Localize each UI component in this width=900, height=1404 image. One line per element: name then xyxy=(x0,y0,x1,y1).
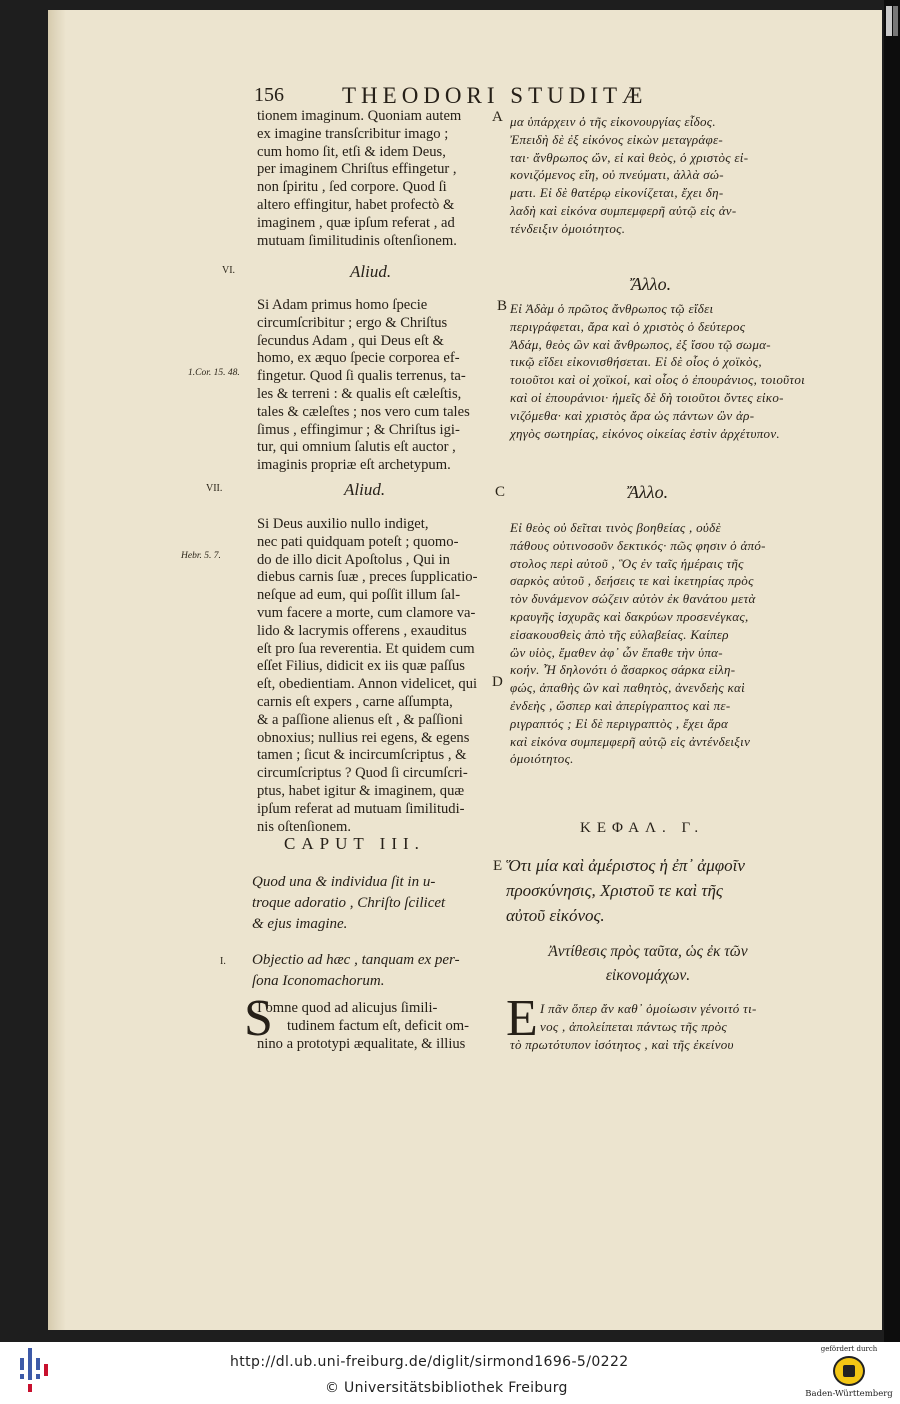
text-line: cum homo ſit, etſi & idem Deus, xyxy=(257,143,446,160)
text-line: χηγὸς σωτηρίας, εἰκόνος οἰκείας ἐστὶν ἀρχέτυπον. xyxy=(510,425,780,441)
text-line: neſque ad eum, qui poſſit illum ſal- xyxy=(257,587,461,604)
text-line: nec pati quidquam poteſt ; quomo- xyxy=(257,533,459,550)
text-line: ex imagine transſcribitur imago ; xyxy=(257,125,449,142)
library-logo-icon[interactable] xyxy=(20,1348,50,1400)
text-line: ριγραπτός ; Εἰ δὲ περιγραπτὸς , ἔχει ἄρα xyxy=(510,715,729,731)
greek-column-7 xyxy=(510,519,802,768)
text-line: κοήν. Ἦ δηλονότι ὁ ἄσαρκος σάρκα εἰλη- xyxy=(510,662,736,678)
latin-column-6 xyxy=(257,297,489,475)
text-line: lido & lacrymis offerens , exauditus xyxy=(257,622,467,639)
text-line: homo, ex æquo ſpecie corporea ef- xyxy=(257,350,460,367)
text-line: Ὅτι μία καὶ ἀμέριστος ἡ ἐπ᾽ ἀμφοῖν xyxy=(506,856,745,875)
latin-heading-7: Aliud. xyxy=(344,480,386,499)
margin-letter-e: E xyxy=(493,858,503,874)
state-seal-icon xyxy=(833,1356,865,1386)
greek-objection xyxy=(500,940,796,988)
text-line: nis oſtenſionem. xyxy=(257,818,352,835)
greek-heading-6: Ἄλλο. xyxy=(631,274,672,294)
text-line: προσκύνησις, Χριστοῦ τε καὶ τῆς xyxy=(506,881,723,900)
text-line: & a paſſione alienus eſt , & paſſioni xyxy=(257,711,463,728)
text-line: imaginis propriæ eſt archetypum. xyxy=(257,457,451,474)
text-line: κραυγῆς ἰσχυρᾶς καὶ δακρύων προσενέγκας, xyxy=(510,608,749,624)
text-line: ὢν υἱὸς, ἔμαθεν ἀφ᾽ ὧν ἔπαθε τὴν ὑπα- xyxy=(510,644,723,660)
text-line: Ι πᾶν ὅπερ ἄν καθ᾽ ὁμοίωσιν γένοιτό τι- xyxy=(540,1001,757,1016)
greek-column-6 xyxy=(510,300,806,442)
text-line: ματι. Εἰ δὲ θατέρῳ εἰκονίζεται, ἔχει δη- xyxy=(510,185,724,201)
text-line: μα ὑπάρχειν ὁ τῆς εἰκονουργίας εἶδος. xyxy=(510,114,716,129)
greek-heading-7: Ἄλλο. xyxy=(628,482,669,502)
text-line: σαρκὸς αὐτοῦ , δεήσεις τε καὶ ἱκετηρίας πρὸς xyxy=(510,573,754,589)
text-line: do de illo dicit Apoſtolus , Qui in xyxy=(257,551,450,568)
text-line: nino a prototypi æqualitate, & illius xyxy=(257,1035,466,1052)
text-line: Quod una & individua ſit in u- xyxy=(252,874,436,890)
chapter-latin-title: CAPUT III. xyxy=(284,834,425,853)
text-line: εἰσακουσθεὶς ἀπὸ τῆς εὐλαβείας. Καίπερ xyxy=(510,626,729,642)
text-line: Εἰ Ἀδὰμ ὁ πρῶτος ἄνθρωπος τῷ εἴδει xyxy=(510,301,714,316)
text-line: αὐτοῦ εἰκόνος. xyxy=(506,906,605,925)
text-line: καὶ οἱ ἐπουράνιοι· ἡμεῖς δὲ δὴ τοιοῦτοι ὄντες εἰκο- xyxy=(510,389,784,405)
text-line: per imaginem Chriſtus effingetur , xyxy=(257,161,457,178)
text-line: eſt pro ſua reverentia. Et quidem cum xyxy=(257,640,475,657)
text-line: diebus carnis ſuæ , preces ſupplicatio- xyxy=(257,569,478,586)
text-line: τοιοῦτοι καὶ οἱ χοϊκοί, καὶ οἷος ὁ ἐπουράνιος, τοιοῦτοι xyxy=(510,372,806,388)
greek-final-paragraph xyxy=(510,1000,802,1053)
page-number: 156 xyxy=(254,84,284,106)
text-line: mutuam ſimilitudinis oſtenſionem. xyxy=(257,232,457,249)
text-line: Objectio ad hæc , tanquam ex per- xyxy=(252,952,460,968)
margin-ref-hebr: Hebr. 5. 7. xyxy=(181,551,221,561)
margin-letter-d: D xyxy=(492,674,503,690)
greek-column-top xyxy=(510,113,802,238)
text-line: ſecundus Adam , qui Deus eſt & xyxy=(257,332,444,349)
text-line: tudinem factum eſt, deficit om- xyxy=(287,1017,469,1034)
text-line: ipſum referat ad mutuam ſimilitudi- xyxy=(257,800,465,817)
text-line: altero effingitur, habet profectò & xyxy=(257,196,455,213)
sponsor-badge[interactable] xyxy=(800,1345,898,1403)
text-line: fingetur. Quod ſi qualis terrenus, ta- xyxy=(257,368,466,385)
text-line: φώς, ἀπαθὴς ὢν καὶ παθητὸς, ἀνενδεὴς καὶ xyxy=(510,680,746,696)
text-line: Εἰ θεὸς οὐ δεῖται τινὸς βοηθείας , οὐδὲ xyxy=(510,520,721,535)
text-line: Ἐπειδὴ δὲ ἐξ εἰκόνος εἰκὼν μεταγράφε- xyxy=(510,131,724,147)
bookmark-strip-dark xyxy=(893,6,898,36)
bookmark-strip xyxy=(886,6,892,36)
sponsor-name: Baden-Württemberg xyxy=(805,1389,893,1399)
text-line: κονιζόμενος εἴη, οὐ πνεύματι, ἀλλὰ σώ- xyxy=(510,167,724,183)
text-line: I omne quod ad alicujus ſimili- xyxy=(257,1000,438,1016)
text-line: carnis eſt expers , carne aſſumpta, xyxy=(257,693,453,710)
sponsor-caption: gefördert durch xyxy=(820,1345,878,1353)
section-numeral-7: VII. xyxy=(206,483,223,494)
page-edge xyxy=(884,0,900,1342)
text-line: περιγράφεται, ἄρα καὶ ὁ χριστὸς ὁ δεύτερος xyxy=(510,318,746,334)
text-line: ſimus , effingimur ; & Chriſtus igi- xyxy=(257,421,460,438)
text-line: τὸ πρωτότυπον ἰσότητος , καὶ τῆς ἐκείνου xyxy=(510,1036,734,1052)
text-line: νιζόμεθα· καὶ χριστὸς ἄρα ὡς πάντων ὢν ἀρ- xyxy=(510,407,755,423)
text-line: τὸν δυνάμενον σώζειν αὐτὸν ἐκ θανάτου μετὰ xyxy=(510,591,756,607)
chapter-greek-title: ΚΕΦΑΛ. Γ. xyxy=(580,820,705,836)
latin-drop-initial: S xyxy=(244,990,273,1047)
text-line: Si Adam primus homo ſpecie xyxy=(257,297,428,313)
section-numeral-6: VI. xyxy=(222,265,236,276)
text-line: tur, qui omnium ſalutis eſt auctor , xyxy=(257,439,456,456)
text-line: tales & cæleſtes ; nos vero cum tales xyxy=(257,403,470,420)
text-line: imaginem , quæ ipſum referat , ad xyxy=(257,214,455,231)
text-line: ptus, habet igitur & imaginem, quæ xyxy=(257,782,465,799)
text-line: vum facere a morte, cum clamore va- xyxy=(257,604,476,621)
text-line: les & terreni : & qualis eſt cæleſtis, xyxy=(257,385,462,402)
text-line: obnoxius; nullius rei egens, & egens xyxy=(257,729,470,746)
chapter-latin-subtitle xyxy=(252,872,488,935)
text-line: ἐνδεὴς , ὥσπερ καὶ ἀπερίγραπτος καὶ πε- xyxy=(510,697,731,713)
margin-ref-cor: 1.Cor. 15. 48. xyxy=(188,368,240,378)
text-line: Ἀντίθεσις πρὸς ταῦτα, ὡς ἐκ τῶν xyxy=(548,943,748,960)
objection-numeral: I. xyxy=(220,956,226,967)
page-url-link[interactable]: http://dl.ub.uni-freiburg.de/diglit/sirmond1696-5/0222 xyxy=(230,1354,629,1370)
text-line: ται· ἄνθρωπος ὤν, εἰ καὶ θεὸς, ὁ χριστὸς εἰ- xyxy=(510,149,749,165)
book-page xyxy=(48,10,882,1330)
latin-objection xyxy=(252,950,460,992)
latin-final-paragraph xyxy=(257,1000,489,1053)
text-line: eſt, obedientiam. Annon videlicet, qui xyxy=(257,676,478,693)
text-line: πάθους οὑτινοσοῦν δεκτικός· πῶς φησιν ὁ ἀπό- xyxy=(510,537,766,553)
greek-drop-initial: E xyxy=(506,990,538,1047)
text-line: τικῷ εἴδει εἰκονισθήσεται. Εἰ δὲ οἷος ὁ χοϊκὸς, xyxy=(510,354,762,370)
text-line: non ſpiritu , ſed corpore. Quod ſi xyxy=(257,179,447,196)
latin-column-7 xyxy=(257,516,489,836)
margin-letter-a: A xyxy=(492,109,503,125)
viewer-footer xyxy=(0,1342,900,1404)
text-line: ὁμοιότητος. xyxy=(510,751,574,767)
text-line: circumſcribitur ; ergo & Chriſtus xyxy=(257,314,448,331)
text-line: troque adoratio , Chriſto ſcilicet xyxy=(252,895,446,911)
text-line: tionem imaginum. Quoniam autem xyxy=(257,108,462,124)
text-line: εἰκονομάχων. xyxy=(605,967,691,984)
text-line: eſſet Filius, didicit ex iis quæ paſſus xyxy=(257,658,465,675)
text-line: ſona Iconomachorum. xyxy=(252,973,385,989)
text-line: λαδὴ καὶ εἰκόνα συμπεμφερῆ αὐτῷ εἰς ἀν- xyxy=(510,202,737,218)
text-line: & ejus imagine. xyxy=(252,916,348,932)
margin-letter-b: B xyxy=(497,298,508,314)
text-line: νος , ἀπολείπεται πάντως τῆς πρὸς xyxy=(540,1018,727,1034)
latin-heading-6: Aliud. xyxy=(350,262,392,281)
text-line: Si Deus auxilio nullo indiget, xyxy=(257,516,429,532)
running-title: THEODORI STUDITÆ xyxy=(342,83,648,108)
text-line: tamen ; ſicut & incircumſcriptus , & xyxy=(257,747,467,764)
margin-letter-c: C xyxy=(495,484,506,500)
text-line: circumſcriptus ? Quod ſi circumſcri- xyxy=(257,765,468,782)
text-line: καὶ εἰκόνα συμπεμφερῆ αὐτῷ εἰς ἀντένδειξιν xyxy=(510,733,751,749)
chapter-greek-subtitle xyxy=(506,853,806,928)
text-line: στολος περὶ αὐτοῦ , Ὃς ἐν ταῖς ἡμέραις τῆς xyxy=(510,555,744,571)
copyright-notice: © Universitätsbibliothek Freiburg xyxy=(325,1380,568,1396)
text-line: τένδειξιν ὁμοιότητος. xyxy=(510,220,626,236)
text-line: Ἀδάμ, θεὸς ὢν καὶ ἄνθρωπος, ἐξ ἴσου τῷ σωμα- xyxy=(510,336,771,352)
latin-column-top xyxy=(257,108,489,250)
